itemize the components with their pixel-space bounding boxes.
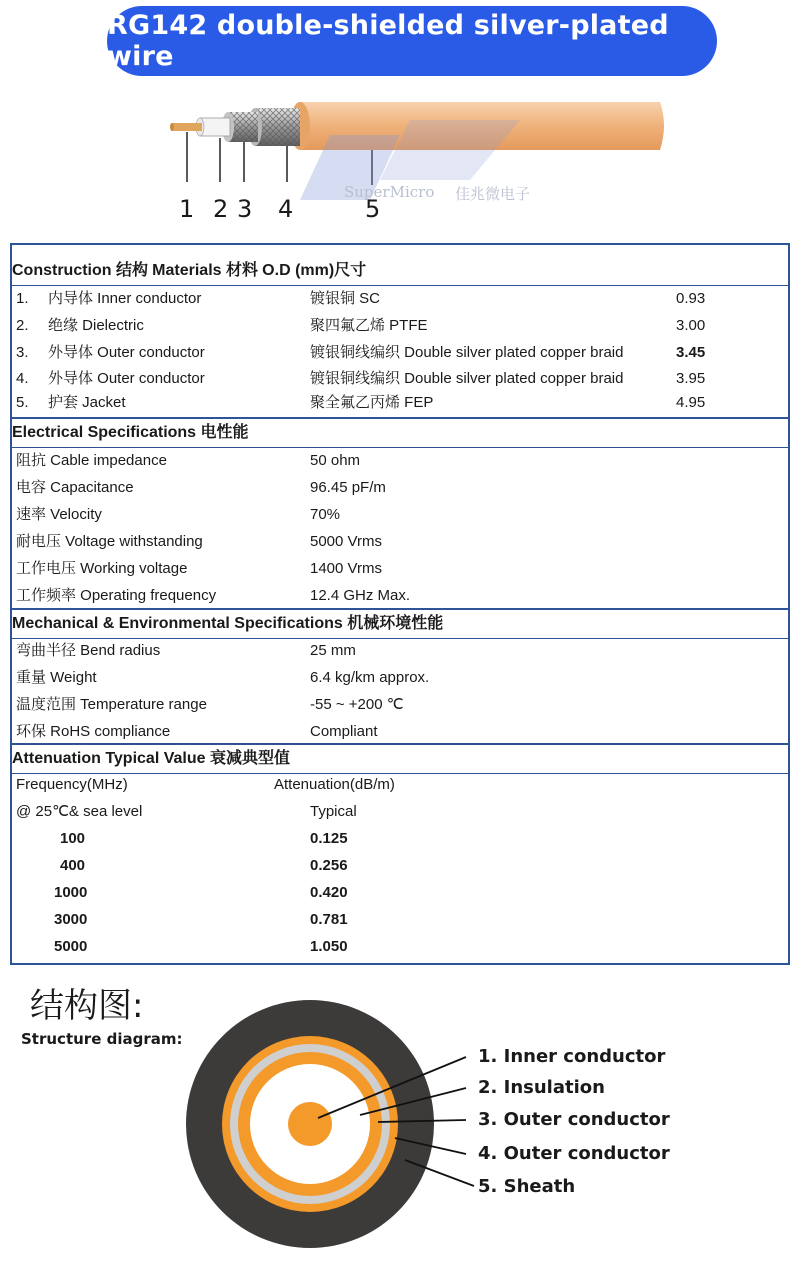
frequency-value: 400	[60, 857, 86, 874]
electrical-row	[12, 501, 788, 528]
component-name: 外导体 Outer conductor	[48, 344, 205, 361]
attenuation-row	[12, 825, 788, 852]
frequency-value: 5000	[54, 938, 88, 955]
attenuation-row	[12, 879, 788, 906]
attenuation-row	[12, 933, 788, 960]
frequency-value: 100	[60, 830, 86, 847]
spec-name: 环保 RoHS compliance	[16, 723, 171, 740]
component-name: 护套 Jacket	[48, 394, 126, 411]
spec-value: -55 ~ +200 ℃	[310, 696, 404, 713]
component-name: 外导体 Outer conductor	[48, 370, 205, 387]
title-banner	[107, 6, 717, 76]
typical-label: Typical	[310, 803, 357, 820]
electrical-row	[12, 555, 788, 582]
spec-value: 25 mm	[310, 642, 356, 659]
frequency-column-label: Frequency(MHz)	[16, 776, 128, 793]
material: 镀银铜线编织 Double silver plated copper braid	[310, 370, 624, 387]
mechanical-row	[12, 691, 788, 718]
component-name: 内导体 Inner conductor	[48, 290, 202, 307]
test-condition: @ 25℃& sea level	[16, 803, 143, 820]
construction-row	[12, 312, 788, 339]
material: 聚四氟乙烯 PTFE	[310, 317, 428, 334]
construction-row	[12, 285, 788, 312]
cable-label-2: 2	[213, 195, 229, 223]
cable-label-3: 3	[237, 195, 253, 223]
electrical-row	[12, 582, 788, 609]
mechanical-row	[12, 664, 788, 691]
structure-title: 结构图:	[30, 986, 144, 1026]
spec-name: 工作电压 Working voltage	[16, 560, 188, 577]
cable-label-1: 1	[179, 195, 195, 223]
structure-subtitle: Structure diagram:	[21, 1030, 183, 1048]
legend-outer-conductor-1: 3. Outer conductor	[478, 1109, 670, 1130]
construction-header-col3: O.D (mm)尺寸	[262, 262, 367, 279]
frequency-value: 3000	[54, 911, 88, 928]
construction-header-col1: Construction 结构	[12, 262, 148, 279]
construction-header	[12, 257, 788, 286]
cable-label-5: 5	[365, 195, 381, 223]
construction-row	[12, 339, 788, 366]
cable-illustration	[0, 80, 800, 230]
attenuation-row	[12, 906, 788, 933]
cross-section-diagram	[0, 1000, 800, 1262]
electrical-row	[12, 474, 788, 501]
spec-value: 50 ohm	[310, 452, 361, 469]
row-number: 2.	[16, 317, 29, 334]
material: 聚全氟乙丙烯 FEP	[310, 394, 434, 411]
outer-diameter: 3.45	[676, 344, 706, 361]
spec-name: 电容 Capacitance	[16, 479, 134, 496]
watermark-brand-cn: 佳兆微电子	[455, 185, 531, 203]
mechanical-row	[12, 637, 788, 664]
spec-name: 弯曲半径 Bend radius	[16, 642, 161, 659]
spec-name: 阻抗 Cable impedance	[16, 452, 167, 469]
attenuation-value: 0.781	[310, 911, 348, 928]
outer-diameter: 3.95	[676, 370, 706, 387]
spec-value: 12.4 GHz Max.	[310, 587, 411, 604]
spec-name: 工作频率 Operating frequency	[16, 587, 217, 604]
spec-name: 温度范围 Temperature range	[16, 696, 207, 713]
spec-value: Compliant	[310, 723, 378, 740]
outer-diameter: 4.95	[676, 394, 706, 411]
row-number: 5.	[16, 394, 29, 411]
attenuation-columns	[12, 771, 788, 798]
electrical-row	[12, 528, 788, 555]
mechanical-header-label: Mechanical & Environmental Specifications 机械环境性能	[12, 615, 444, 632]
cable-icon	[0, 80, 800, 230]
spec-value: 70%	[310, 506, 341, 523]
attenuation-value: 0.125	[310, 830, 348, 847]
attenuation-value: 0.420	[310, 884, 348, 901]
mechanical-header	[12, 608, 788, 639]
spec-value: 96.45 pF/m	[310, 479, 386, 496]
row-number: 1.	[16, 290, 29, 307]
row-number: 3.	[16, 344, 29, 361]
spec-value: 1400 Vrms	[310, 560, 382, 577]
watermark-brand: SuperMicro	[344, 183, 435, 201]
legend-inner-conductor: 1. Inner conductor	[478, 1046, 666, 1067]
spec-name: 重量 Weight	[16, 669, 97, 686]
spec-name: 速率 Velocity	[16, 506, 102, 523]
construction-row	[12, 389, 788, 416]
outer-diameter: 3.00	[676, 317, 706, 334]
spec-table	[10, 243, 790, 965]
electrical-row	[12, 447, 788, 474]
attenuation-header-label: Attenuation Typical Value 衰减典型值	[12, 750, 290, 767]
legend-insulation: 2. Insulation	[478, 1077, 605, 1098]
material: 镀银铜 SC	[310, 290, 381, 307]
mechanical-row	[12, 718, 788, 745]
spec-name: 耐电压 Voltage withstanding	[16, 533, 203, 550]
attenuation-conditions	[12, 798, 788, 825]
component-name: 绝缘 Dielectric	[48, 317, 144, 334]
attenuation-row	[12, 852, 788, 879]
construction-header-col2: Materials 材料	[152, 262, 258, 279]
attenuation-header	[12, 743, 788, 774]
frequency-value: 1000	[54, 884, 88, 901]
legend-outer-conductor-2: 4. Outer conductor	[478, 1143, 670, 1164]
outer-diameter: 0.93	[676, 290, 706, 307]
construction-row	[12, 365, 788, 392]
legend-sheath: 5. Sheath	[478, 1176, 576, 1197]
electrical-header-label: Electrical Specifications 电性能	[12, 424, 249, 441]
row-number: 4.	[16, 370, 29, 387]
spec-value: 5000 Vrms	[310, 533, 382, 550]
attenuation-value: 1.050	[310, 938, 348, 955]
spec-value: 6.4 kg/km approx.	[310, 669, 430, 686]
attenuation-column-label: Attenuation(dB/m)	[274, 776, 395, 793]
electrical-header	[12, 417, 788, 448]
page-title: RG142 double-shielded silver-plated wire	[107, 10, 669, 72]
attenuation-value: 0.256	[310, 857, 348, 874]
material: 镀银铜线编织 Double silver plated copper braid	[310, 344, 624, 361]
cable-label-4: 4	[278, 195, 294, 223]
cable-cross-section-icon	[186, 1000, 434, 1248]
